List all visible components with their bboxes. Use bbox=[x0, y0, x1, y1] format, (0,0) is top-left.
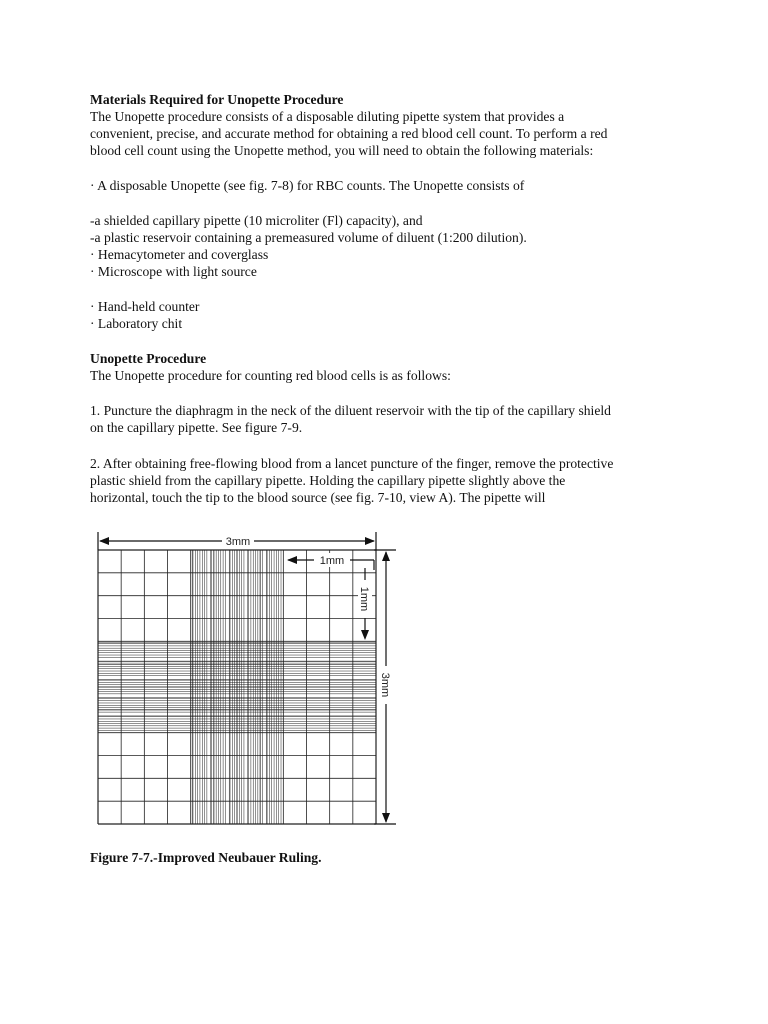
bullet-unopette: · A disposable Unopette (see fig. 7-8) for RBC counts. The Unopette consists of bbox=[90, 178, 525, 193]
step-2-line: 2. After obtaining free-flowing blood from a lancet puncture of the finger, remove the protective bbox=[90, 456, 614, 471]
bullet-hand-held-counter: · Hand-held counter bbox=[90, 299, 200, 314]
paragraph-line: The Unopette procedure for counting red blood cells is as follows: bbox=[90, 368, 451, 383]
neubauer-ruling-figure bbox=[94, 528, 404, 832]
step-2-line: plastic shield from the capillary pipette. Holding the capillary pipette slightly above the bbox=[90, 473, 566, 488]
paragraph-line: The Unopette procedure consists of a disposable diluting pipette system that provides a bbox=[90, 109, 565, 124]
section-heading-materials: Materials Required for Unopette Procedure bbox=[90, 92, 344, 107]
bullet-hemacytometer: · Hemacytometer and coverglass bbox=[90, 247, 269, 262]
step-1-line: on the capillary pipette. See figure 7-9. bbox=[90, 420, 303, 435]
step-2-line: horizontal, touch the tip to the blood source (see fig. 7-10, view A). The pipette will bbox=[90, 490, 546, 505]
section-heading-procedure: Unopette Procedure bbox=[90, 351, 207, 366]
sub-item-plastic-reservoir: -a plastic reservoir containing a premeasured volume of diluent (1:200 dilution). bbox=[90, 230, 527, 245]
figure-caption: Figure 7-7.-Improved Neubauer Ruling. bbox=[90, 850, 322, 865]
label-1mm-side: 1mm bbox=[358, 586, 370, 612]
bullet-laboratory-chit: · Laboratory chit bbox=[90, 316, 183, 331]
ruling-grid bbox=[98, 550, 376, 824]
label-3mm-top: 3mm bbox=[225, 536, 251, 548]
step-1-line: 1. Puncture the diaphragm in the neck of the diluent reservoir with the tip of the capillary shield bbox=[90, 403, 611, 418]
sub-item-capillary-pipette: -a shielded capillary pipette (10 microliter (Fl) capacity), and bbox=[90, 213, 423, 228]
paragraph-line: convenient, precise, and accurate method for obtaining a red blood cell count. To perform a red bbox=[90, 126, 608, 141]
label-1mm-top: 1mm bbox=[319, 555, 345, 567]
bullet-microscope: · Microscope with light source bbox=[90, 264, 257, 279]
label-3mm-side: 3mm bbox=[379, 672, 391, 698]
paragraph-line: blood cell count using the Unopette method, you will need to obtain the following materials: bbox=[90, 143, 594, 158]
